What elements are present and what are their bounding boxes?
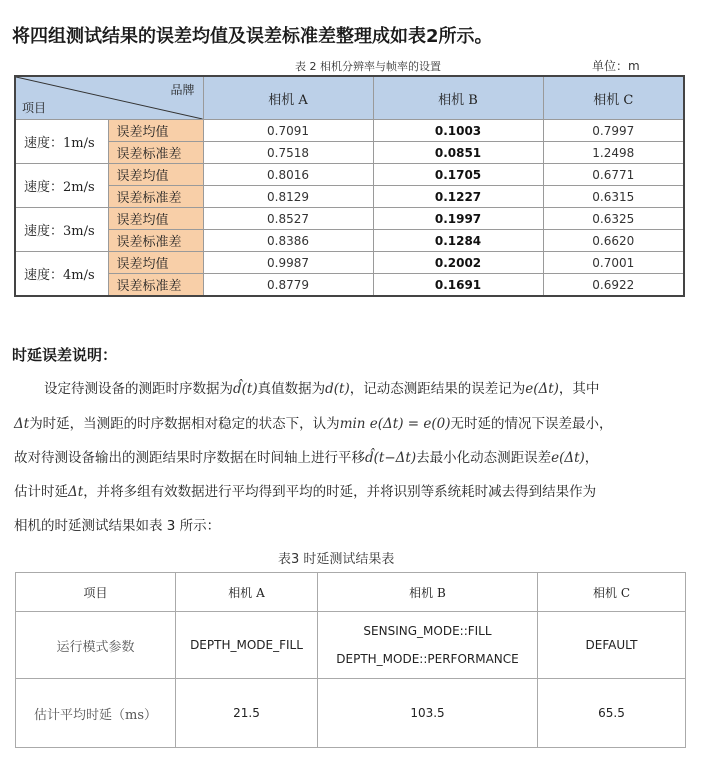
math-formula: d(t) — [325, 381, 350, 397]
speed-label: 速度：4m/s — [15, 252, 108, 297]
table-row — [15, 164, 684, 186]
table-row — [15, 252, 684, 274]
column-header: 相机 C — [538, 573, 686, 612]
math-formula: d̂(t−Δt) — [365, 450, 417, 466]
table-cell: 21.5 — [176, 679, 318, 748]
value-cell: 0.1227 — [373, 186, 543, 208]
table-row — [15, 274, 684, 297]
paragraph-line — [14, 480, 694, 500]
text: 为时延，当测距的时序数据相对稳定的状态下，认为 — [29, 416, 340, 432]
value-cell: 0.8386 — [203, 230, 373, 252]
math-formula: e(Δt) — [551, 450, 585, 466]
row-label: 运行模式参数 — [16, 612, 176, 679]
brand-label: 品牌 — [170, 83, 195, 97]
metric-label: 误差标准差 — [108, 186, 203, 208]
value-cell: 0.8779 — [203, 274, 373, 297]
speed-label: 速度：2m/s — [15, 164, 108, 208]
value-cell: 1.2498 — [543, 142, 684, 164]
table-cell — [318, 612, 538, 679]
delay-table — [15, 572, 686, 748]
diagonal-header-cell — [15, 76, 203, 120]
text: 无时延的情况下误差最小， — [450, 416, 613, 432]
column-header: 相机 B — [318, 573, 538, 612]
value-cell: 0.1705 — [373, 164, 543, 186]
column-header: 项目 — [16, 573, 176, 612]
table-row — [15, 208, 684, 230]
mode-line: DEPTH_MODE::PERFORMANCE — [336, 652, 519, 666]
table-cell: DEFAULT — [538, 612, 686, 679]
paragraph-line — [14, 514, 694, 534]
error-table — [14, 75, 685, 297]
table-row — [15, 120, 684, 142]
metric-label: 误差标准差 — [108, 230, 203, 252]
section-heading: 将四组测试结果的误差均值及误差标准差整理成如表2所示。 — [12, 26, 493, 47]
table-row — [16, 612, 686, 679]
value-cell: 0.1003 — [373, 120, 543, 142]
value-cell: 0.8129 — [203, 186, 373, 208]
value-cell: 0.8016 — [203, 164, 373, 186]
value-cell: 0.7001 — [543, 252, 684, 274]
value-cell: 0.0851 — [373, 142, 543, 164]
table-header-row — [15, 76, 684, 120]
text: 估计时延 — [14, 484, 68, 500]
paragraph-line — [14, 446, 694, 466]
table-row — [15, 142, 684, 164]
value-cell: 0.9987 — [203, 252, 373, 274]
math-formula: Δt — [68, 484, 84, 500]
metric-label: 误差均值 — [108, 120, 203, 142]
text: ，并将多组有效数据进行平均得到平均的时延，并将识别等系统耗时减去得到结果作为 — [83, 484, 597, 500]
column-header: 相机 A — [203, 76, 373, 120]
table-cell: 65.5 — [538, 679, 686, 748]
text: 设定待测设备的测距时序数据为 — [44, 381, 233, 397]
value-cell: 0.6315 — [543, 186, 684, 208]
value-cell: 0.6771 — [543, 164, 684, 186]
table-row — [15, 186, 684, 208]
value-cell: 0.7518 — [203, 142, 373, 164]
value-cell: 0.7091 — [203, 120, 373, 142]
section-heading-delay: 时延误差说明： — [12, 346, 118, 364]
value-cell: 0.7997 — [543, 120, 684, 142]
speed-label: 速度：3m/s — [15, 208, 108, 252]
math-formula: min e(Δt) = e(0) — [339, 416, 451, 432]
paragraph-line — [14, 412, 694, 432]
math-formula: e(Δt) — [525, 381, 559, 397]
speed-label: 速度：1m/s — [15, 120, 108, 164]
text: 故对待测设备输出的测距结果时序数据在时间轴上进行平移 — [14, 450, 365, 466]
text: 相机的时延测试结果如表 3 所示： — [14, 518, 221, 534]
column-header: 相机 B — [373, 76, 543, 120]
value-cell: 0.6325 — [543, 208, 684, 230]
column-header: 相机 A — [176, 573, 318, 612]
table2-caption: 表 2 相机分辨率与帧率的设置 — [295, 60, 441, 73]
table-cell: 103.5 — [318, 679, 538, 748]
table-row — [15, 230, 684, 252]
metric-label: 误差标准差 — [108, 142, 203, 164]
metric-label: 误差标准差 — [108, 274, 203, 297]
value-cell: 0.2002 — [373, 252, 543, 274]
row-label: 估计平均时延（ms） — [16, 679, 176, 748]
value-cell: 0.6922 — [543, 274, 684, 297]
value-cell: 0.6620 — [543, 230, 684, 252]
math-formula: d̂(t) — [233, 381, 258, 397]
metric-label: 误差均值 — [108, 252, 203, 274]
text: ，记动态测距结果的误差记为 — [349, 381, 526, 397]
column-header: 相机 C — [543, 76, 684, 120]
text: 去最小化动态测距误差 — [416, 450, 552, 466]
table3-caption: 表3 时延测试结果表 — [278, 552, 395, 567]
text: ， — [584, 450, 599, 466]
table-row — [16, 679, 686, 748]
value-cell: 0.1284 — [373, 230, 543, 252]
value-cell: 0.1997 — [373, 208, 543, 230]
value-cell: 0.1691 — [373, 274, 543, 297]
value-cell: 0.8527 — [203, 208, 373, 230]
table-header-row — [16, 573, 686, 612]
text: ，其中 — [558, 381, 600, 397]
metric-label: 误差均值 — [108, 208, 203, 230]
mode-line: SENSING_MODE::FILL — [363, 624, 492, 638]
table-cell: DEPTH_MODE_FILL — [176, 612, 318, 679]
math-formula: Δt — [14, 416, 30, 432]
paragraph-line — [44, 377, 709, 397]
text: 真值数据为 — [257, 381, 326, 397]
table2-unit: 单位：m — [592, 59, 640, 73]
metric-label: 误差均值 — [108, 164, 203, 186]
item-label: 项目 — [22, 101, 47, 115]
